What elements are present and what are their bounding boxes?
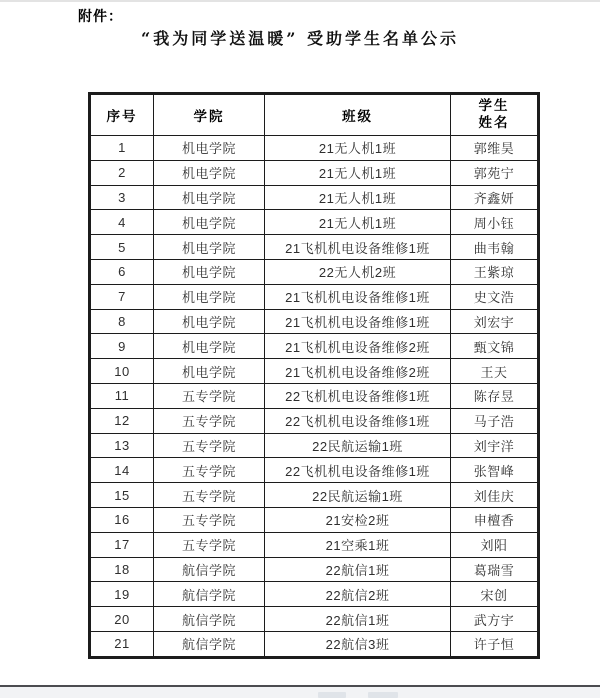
cell-no: 9	[90, 334, 154, 359]
cell-name: 宋创	[451, 582, 539, 607]
table-row	[90, 235, 539, 260]
cell-class: 22飞机机电设备维修1班	[265, 383, 451, 408]
table-row	[90, 408, 539, 433]
table-row	[90, 607, 539, 632]
cell-no: 10	[90, 359, 154, 384]
cell-class: 22航信1班	[265, 557, 451, 582]
cell-name: 葛瑞雪	[451, 557, 539, 582]
cell-name: 曲韦翰	[451, 235, 539, 260]
cell-college: 机电学院	[154, 309, 265, 334]
cell-no: 14	[90, 458, 154, 483]
cell-college: 机电学院	[154, 334, 265, 359]
cell-college: 机电学院	[154, 210, 265, 235]
table-row	[90, 458, 539, 483]
cell-name: 刘佳庆	[451, 483, 539, 508]
cell-name: 甄文锦	[451, 334, 539, 359]
cell-no: 17	[90, 532, 154, 557]
table-row	[90, 334, 539, 359]
col-header-student-name	[451, 94, 539, 136]
cell-name: 张智峰	[451, 458, 539, 483]
cell-college: 机电学院	[154, 160, 265, 185]
cell-name: 刘宇洋	[451, 433, 539, 458]
table-header-row	[90, 94, 539, 136]
cell-no: 21	[90, 631, 154, 657]
cell-no: 16	[90, 507, 154, 532]
table-row	[90, 483, 539, 508]
cell-college: 五专学院	[154, 483, 265, 508]
table-row	[90, 210, 539, 235]
footer-fragment-left	[318, 692, 346, 698]
cell-class: 21飞机机电设备维修1班	[265, 235, 451, 260]
attachment-label: 附件：	[78, 8, 123, 24]
cell-class: 21飞机机电设备维修1班	[265, 309, 451, 334]
cell-no: 3	[90, 185, 154, 210]
col-header-college: 学院	[154, 94, 265, 136]
cell-name: 齐鑫妍	[451, 185, 539, 210]
cell-name: 史文浩	[451, 284, 539, 309]
cell-name: 武方宇	[451, 607, 539, 632]
table-row	[90, 359, 539, 384]
cell-class: 22航信1班	[265, 607, 451, 632]
col-header-class: 班级	[265, 94, 451, 136]
cell-name: 王天	[451, 359, 539, 384]
cell-class: 22民航运输1班	[265, 483, 451, 508]
cell-college: 五专学院	[154, 383, 265, 408]
table-row	[90, 309, 539, 334]
table-row	[90, 383, 539, 408]
cell-college: 航信学院	[154, 607, 265, 632]
cell-no: 1	[90, 136, 154, 161]
cell-college: 机电学院	[154, 259, 265, 284]
cell-no: 11	[90, 383, 154, 408]
cell-class: 22飞机机电设备维修1班	[265, 458, 451, 483]
cell-name: 刘阳	[451, 532, 539, 557]
table-row	[90, 185, 539, 210]
table-row	[90, 136, 539, 161]
cell-class: 22飞机机电设备维修1班	[265, 408, 451, 433]
cell-college: 机电学院	[154, 284, 265, 309]
cell-name: 周小钰	[451, 210, 539, 235]
cell-class: 21无人机1班	[265, 160, 451, 185]
cell-college: 五专学院	[154, 458, 265, 483]
cell-college: 机电学院	[154, 136, 265, 161]
student-roster-table	[88, 92, 540, 659]
cell-class: 22民航运输1班	[265, 433, 451, 458]
table-row	[90, 433, 539, 458]
cell-class: 21安检2班	[265, 507, 451, 532]
cell-college: 机电学院	[154, 359, 265, 384]
cell-name: 申檀香	[451, 507, 539, 532]
cell-no: 13	[90, 433, 154, 458]
cell-name: 王紫琼	[451, 259, 539, 284]
col-header-no: 序号	[90, 94, 154, 136]
cell-college: 五专学院	[154, 408, 265, 433]
cell-college: 机电学院	[154, 185, 265, 210]
cell-class: 22航信2班	[265, 582, 451, 607]
cell-name: 马子浩	[451, 408, 539, 433]
cell-college: 航信学院	[154, 582, 265, 607]
cell-no: 2	[90, 160, 154, 185]
cell-name: 刘宏宇	[451, 309, 539, 334]
cell-no: 12	[90, 408, 154, 433]
cell-no: 4	[90, 210, 154, 235]
table-row	[90, 284, 539, 309]
col-header-student-name-line1: 学生	[478, 98, 510, 114]
cell-no: 15	[90, 483, 154, 508]
cell-name: 郭维昊	[451, 136, 539, 161]
cell-no: 8	[90, 309, 154, 334]
cell-no: 5	[90, 235, 154, 260]
cell-no: 19	[90, 582, 154, 607]
table-row	[90, 160, 539, 185]
table-row	[90, 582, 539, 607]
cell-class: 21无人机1班	[265, 136, 451, 161]
cell-name: 郭苑宁	[451, 160, 539, 185]
cell-no: 7	[90, 284, 154, 309]
cell-class: 21飞机机电设备维修1班	[265, 284, 451, 309]
table-row	[90, 259, 539, 284]
cell-class: 22无人机2班	[265, 259, 451, 284]
cell-class: 21飞机机电设备维修2班	[265, 334, 451, 359]
cell-class: 21无人机1班	[265, 210, 451, 235]
cell-no: 6	[90, 259, 154, 284]
table-row	[90, 557, 539, 582]
table-row	[90, 532, 539, 557]
cell-college: 五专学院	[154, 507, 265, 532]
cell-class: 22航信3班	[265, 631, 451, 657]
cell-no: 18	[90, 557, 154, 582]
cell-no: 20	[90, 607, 154, 632]
table-body	[90, 136, 539, 658]
page-title: “我为同学送温暖” 受助学生名单公示	[141, 29, 459, 48]
page-top-edge	[0, 0, 600, 2]
col-header-student-name-line2: 姓名	[478, 115, 510, 130]
cell-name: 许子恒	[451, 631, 539, 657]
footer-fragment-right	[368, 692, 398, 698]
cell-class: 21无人机1班	[265, 185, 451, 210]
table-row	[90, 631, 539, 657]
cell-name: 陈存昱	[451, 383, 539, 408]
cell-college: 机电学院	[154, 235, 265, 260]
cell-college: 五专学院	[154, 532, 265, 557]
footer-strip	[0, 687, 600, 698]
cell-college: 五专学院	[154, 433, 265, 458]
cell-college: 航信学院	[154, 557, 265, 582]
cell-class: 21空乘1班	[265, 532, 451, 557]
cell-class: 21飞机机电设备维修2班	[265, 359, 451, 384]
cell-college: 航信学院	[154, 631, 265, 657]
table-row	[90, 507, 539, 532]
